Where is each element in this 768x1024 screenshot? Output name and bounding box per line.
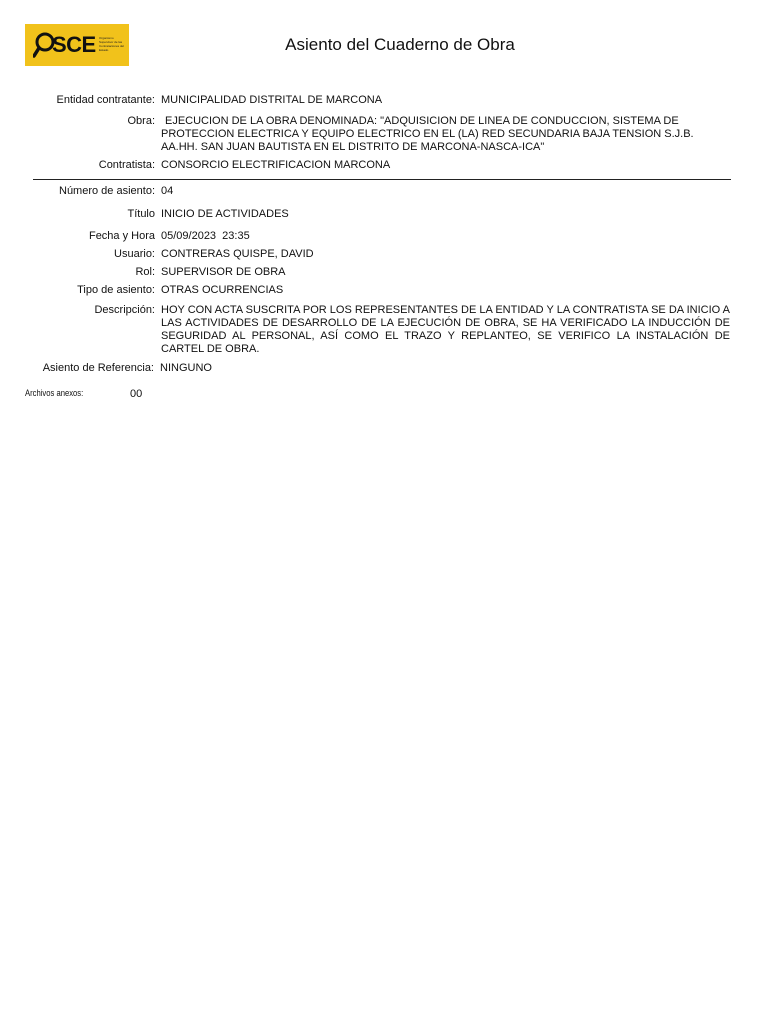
field-label: Contratista: xyxy=(98,159,155,171)
field-value: 05/09/2023 23:35 xyxy=(161,230,250,242)
page-title: Asiento del Cuaderno de Obra xyxy=(285,35,515,54)
field-label: Tipo de asiento: xyxy=(77,284,155,296)
field-label: Obra: xyxy=(127,115,155,127)
divider xyxy=(33,179,731,180)
logo-text: SCE xyxy=(52,32,96,57)
field-value: SUPERVISOR DE OBRA xyxy=(161,266,286,278)
field-value: EJECUCION DE LA OBRA DENOMINADA: "ADQUISICION DE LINEA DE CONDUCCION, SISTEMA DE PROTECCION ELECTRICA Y EQUIPO ELECTRICO EN EL (LA) RED SECUNDARIA BAJA TENSION S.J.B. AA.HH. SAN JUAN BAUTISTA EN EL DISTRITO DE MARCONA-NASCA-ICA" xyxy=(161,115,694,153)
field-value: OTRAS OCURRENCIAS xyxy=(161,284,284,296)
field-value: HOY CON ACTA SUSCRITA POR LOS REPRESENTANTES DE LA ENTIDAD Y LA CONTRATISTA SE DA INICIO A LAS ACTIVIDADES DE DESARROLLO DE LA EJECUCIÓN DE OBRA, SE HA VERIFICADO LA INDUCCIÓN DE SEGURIDAD AL PERSONAL, ASÍ COMO EL TRAZO Y REPLANTEO, SE VERIFICO LA INSTALACIÓN DE CARTEL DE OBRA. xyxy=(161,304,730,355)
field-value: INICIO DE ACTIVIDADES xyxy=(161,208,289,220)
field-label: Entidad contratante: xyxy=(56,94,155,106)
field-value: NINGUNO xyxy=(160,362,212,374)
field-label: Título xyxy=(127,208,155,220)
field-value: CONSORCIO ELECTRIFICACION MARCONA xyxy=(161,159,391,171)
field-label: Fecha y Hora xyxy=(88,230,155,242)
anexos-value: 00 xyxy=(130,388,143,400)
field-value: CONTRERAS QUISPE, DAVID xyxy=(161,248,314,260)
field-label: Usuario: xyxy=(114,248,155,260)
logo-subtext: Organismo Supervisor de las Contrataciones del Estado xyxy=(99,36,125,52)
osce-logo xyxy=(25,24,129,66)
field-label: Descripción: xyxy=(94,304,155,316)
field-value: 04 xyxy=(161,185,174,197)
field-label: Rol: xyxy=(135,266,155,278)
field-label: Número de asiento: xyxy=(59,185,155,197)
field-label: Asiento de Referencia: xyxy=(42,362,154,374)
field-value: MUNICIPALIDAD DISTRITAL DE MARCONA xyxy=(161,94,383,106)
anexos-label: Archivos anexos: xyxy=(25,388,84,398)
